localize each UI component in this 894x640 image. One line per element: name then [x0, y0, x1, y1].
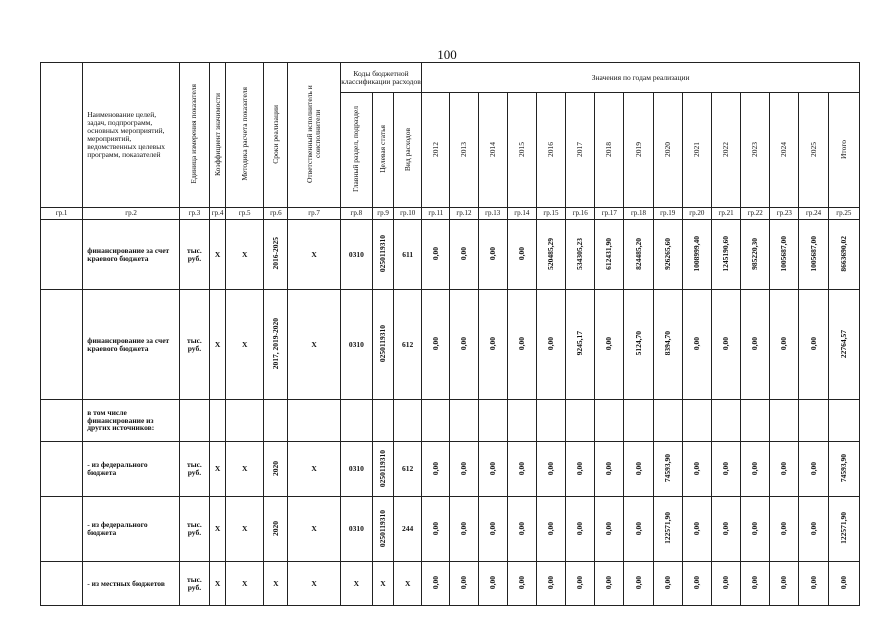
cell-empty [595, 400, 624, 442]
cell-type: 244 [394, 497, 422, 562]
header-method: Методика расчета показателя [226, 63, 264, 208]
cell-coef: Х [210, 220, 226, 290]
header-year-2021: 2021 [682, 93, 711, 208]
cell-value: 0,00 [422, 290, 450, 400]
cell-value: 0,00 [566, 497, 595, 562]
cell-name: - из федерального бюджета [83, 497, 180, 562]
cell-total: 8663690,02 [828, 220, 859, 290]
cell-value: 0,00 [741, 442, 770, 497]
cell-value: 0,00 [595, 497, 624, 562]
cell-value: 122571,90 [653, 497, 682, 562]
cell-terms: 2016-2025 [264, 220, 288, 290]
header-code-section: Главный раздел, подраздел [340, 93, 372, 208]
header-row-top [41, 63, 860, 93]
header-year-2019: 2019 [624, 93, 653, 208]
header-name: Наименование целей, задач, подпрограмм, основных мероприятий, мероприятий, ведомственных целевых программ, показателей [83, 63, 180, 208]
cell-name: в том числе финансирование из других источников: [83, 400, 180, 442]
group-label: гр.23 [770, 208, 799, 220]
header-terms: Сроки реализации [264, 63, 288, 208]
cell-empty [450, 400, 478, 442]
group-label: гр.25 [828, 208, 859, 220]
cell-value: 0,00 [682, 497, 711, 562]
cell-value: 0,00 [624, 442, 653, 497]
cell-type: 612 [394, 290, 422, 400]
table-row [41, 290, 860, 400]
cell-empty [372, 400, 393, 442]
header-year-2020: 2020 [653, 93, 682, 208]
cell-value: 0,00 [741, 497, 770, 562]
cell-responsible: Х [288, 220, 340, 290]
cell-value: 1245190,60 [711, 220, 740, 290]
cell-responsible: Х [288, 442, 340, 497]
cell-coef: Х [210, 562, 226, 606]
cell-value: 0,00 [741, 562, 770, 606]
cell-value: 0,00 [507, 290, 536, 400]
cell-target: Х [372, 562, 393, 606]
group-label: гр.22 [741, 208, 770, 220]
cell-empty [770, 400, 799, 442]
cell-type: 612 [394, 442, 422, 497]
cell-method: Х [226, 497, 264, 562]
cell-empty [507, 400, 536, 442]
cell-value: 0,00 [422, 220, 450, 290]
cell-total: 74593,90 [828, 442, 859, 497]
header-code-type: Вид расходов [394, 93, 422, 208]
cell-empty [741, 400, 770, 442]
group-label: гр.15 [536, 208, 565, 220]
header-year-2012: 2012 [422, 93, 450, 208]
cell-value: 520485,29 [536, 220, 565, 290]
cell-value: 0,00 [536, 442, 565, 497]
cell-unit: тыс. руб. [179, 562, 209, 606]
group-label: гр.12 [450, 208, 478, 220]
cell-value: 0,00 [507, 220, 536, 290]
group-label: гр.16 [566, 208, 595, 220]
group-label: гр.4 [210, 208, 226, 220]
cell-name: - из местных бюджетов [83, 562, 180, 606]
budget-table [40, 62, 860, 606]
header-year-2017: 2017 [566, 93, 595, 208]
cell-name: - из федерального бюджета [83, 442, 180, 497]
cell-total: 122571,90 [828, 497, 859, 562]
group-label: гр.17 [595, 208, 624, 220]
cell-value: 0,00 [799, 442, 828, 497]
cell-value: 0,00 [770, 290, 799, 400]
cell-method: Х [226, 290, 264, 400]
cell-value: 0,00 [624, 497, 653, 562]
header-year-2013: 2013 [450, 93, 478, 208]
group-label: гр.20 [682, 208, 711, 220]
cell-terms: 2020 [264, 442, 288, 497]
cell-value: 5124,70 [624, 290, 653, 400]
cell-value: 0,00 [450, 497, 478, 562]
group-label-row [41, 208, 860, 220]
group-label: гр.10 [394, 208, 422, 220]
header-unit: Единица измерения показателя [179, 63, 209, 208]
cell-value: 612431,90 [595, 220, 624, 290]
cell-responsible: Х [288, 497, 340, 562]
cell-value: 0,00 [595, 290, 624, 400]
table-row [41, 400, 860, 442]
cell-value: 0,00 [478, 442, 507, 497]
cell-total: 22764,57 [828, 290, 859, 400]
group-label: гр.13 [478, 208, 507, 220]
cell-value: 0,00 [450, 290, 478, 400]
header-year-2025: 2025 [799, 93, 828, 208]
header-code-target: Целевая статья [372, 93, 393, 208]
cell-value: 0,00 [770, 497, 799, 562]
group-label: гр.11 [422, 208, 450, 220]
cell-value: 0,00 [478, 220, 507, 290]
header-coef: Коэффициент значимости [210, 63, 226, 208]
group-label: гр.14 [507, 208, 536, 220]
cell-col1 [41, 290, 83, 400]
cell-coef: Х [210, 290, 226, 400]
cell-col1 [41, 442, 83, 497]
header-year-2018: 2018 [595, 93, 624, 208]
cell-type: 611 [394, 220, 422, 290]
cell-col1 [41, 497, 83, 562]
header-values: Значения по годам реализации [422, 63, 860, 93]
header-total: Итого [828, 93, 859, 208]
cell-value: 534305,23 [566, 220, 595, 290]
table-row [41, 442, 860, 497]
cell-empty [179, 400, 209, 442]
cell-value: 0,00 [478, 562, 507, 606]
cell-value: 74593,90 [653, 442, 682, 497]
cell-target: 0250119310 [372, 497, 393, 562]
cell-target: 0250119310 [372, 220, 393, 290]
cell-value: 0,00 [450, 562, 478, 606]
cell-coef: Х [210, 442, 226, 497]
cell-value: 985220,30 [741, 220, 770, 290]
cell-value: 0,00 [770, 442, 799, 497]
cell-value: 0,00 [478, 497, 507, 562]
table-row [41, 220, 860, 290]
cell-empty [624, 400, 653, 442]
cell-value: 0,00 [595, 442, 624, 497]
group-label: гр.5 [226, 208, 264, 220]
cell-value: 0,00 [507, 442, 536, 497]
page-number: 100 [437, 47, 457, 62]
cell-value: 0,00 [799, 497, 828, 562]
cell-value: 1008999,40 [682, 220, 711, 290]
cell-method: Х [226, 442, 264, 497]
cell-type: Х [394, 562, 422, 606]
cell-total: 0,00 [828, 562, 859, 606]
header-year-2024: 2024 [770, 93, 799, 208]
cell-value: 0,00 [507, 562, 536, 606]
cell-section: 0310 [340, 442, 372, 497]
cell-empty [394, 400, 422, 442]
cell-empty [828, 400, 859, 442]
cell-value: 0,00 [799, 290, 828, 400]
cell-section: Х [340, 562, 372, 606]
group-label: гр.2 [83, 208, 180, 220]
group-label: гр.7 [288, 208, 340, 220]
cell-value: 0,00 [682, 290, 711, 400]
cell-value: 0,00 [682, 442, 711, 497]
header-year-2014: 2014 [478, 93, 507, 208]
cell-target: 0250119310 [372, 442, 393, 497]
group-label: гр.18 [624, 208, 653, 220]
cell-terms: 2020 [264, 497, 288, 562]
header-year-2022: 2022 [711, 93, 740, 208]
cell-empty [288, 400, 340, 442]
cell-method: Х [226, 220, 264, 290]
cell-value: 0,00 [799, 562, 828, 606]
cell-col1 [41, 220, 83, 290]
cell-empty [478, 400, 507, 442]
table-row [41, 562, 860, 606]
cell-value: 0,00 [624, 562, 653, 606]
header-responsible: Ответственный исполнитель и соисполнители [288, 63, 340, 208]
group-label: гр.19 [653, 208, 682, 220]
group-label: гр.24 [799, 208, 828, 220]
cell-value: 0,00 [478, 290, 507, 400]
cell-value: 0,00 [566, 442, 595, 497]
cell-name: финансирование за счет краевого бюджета [83, 220, 180, 290]
header-year-2015: 2015 [507, 93, 536, 208]
cell-value: 0,00 [711, 442, 740, 497]
cell-value: 1005687,00 [799, 220, 828, 290]
cell-responsible: Х [288, 290, 340, 400]
cell-unit: тыс. руб. [179, 442, 209, 497]
cell-value: 0,00 [536, 562, 565, 606]
group-label: гр.1 [41, 208, 83, 220]
cell-value: 8394,70 [653, 290, 682, 400]
cell-terms: 2017, 2019-2020 [264, 290, 288, 400]
table-body [41, 63, 860, 606]
cell-value: 0,00 [770, 562, 799, 606]
cell-empty [711, 400, 740, 442]
cell-responsible: Х [288, 562, 340, 606]
cell-terms: Х [264, 562, 288, 606]
header-cell-col1 [41, 63, 83, 208]
cell-value: 926265,60 [653, 220, 682, 290]
cell-value: 0,00 [450, 442, 478, 497]
header-codes: Коды бюджетной классификации расходов [340, 63, 421, 93]
cell-value: 0,00 [711, 290, 740, 400]
cell-value: 0,00 [682, 562, 711, 606]
cell-value: 824485,20 [624, 220, 653, 290]
cell-empty [422, 400, 450, 442]
cell-empty [226, 400, 264, 442]
group-label: гр.21 [711, 208, 740, 220]
cell-value: 0,00 [422, 562, 450, 606]
cell-value: 0,00 [507, 497, 536, 562]
group-label: гр.3 [179, 208, 209, 220]
cell-empty [536, 400, 565, 442]
cell-value: 0,00 [653, 562, 682, 606]
cell-value: 0,00 [450, 220, 478, 290]
cell-section: 0310 [340, 220, 372, 290]
cell-name: финансирование за счет краевого бюджета [83, 290, 180, 400]
cell-unit: тыс. руб. [179, 290, 209, 400]
cell-value: 0,00 [422, 442, 450, 497]
cell-empty [653, 400, 682, 442]
group-label: гр.9 [372, 208, 393, 220]
cell-coef: Х [210, 497, 226, 562]
header-year-2023: 2023 [741, 93, 770, 208]
cell-unit: тыс. руб. [179, 220, 209, 290]
cell-col1 [41, 400, 83, 442]
cell-empty [340, 400, 372, 442]
group-label: гр.6 [264, 208, 288, 220]
group-label: гр.8 [340, 208, 372, 220]
cell-value: 9245,17 [566, 290, 595, 400]
cell-value: 1005687,00 [770, 220, 799, 290]
cell-empty [264, 400, 288, 442]
cell-target: 0250119310 [372, 290, 393, 400]
cell-col1 [41, 562, 83, 606]
cell-method: Х [226, 562, 264, 606]
cell-value: 0,00 [741, 290, 770, 400]
table-row [41, 497, 860, 562]
cell-value: 0,00 [422, 497, 450, 562]
cell-value: 0,00 [536, 497, 565, 562]
cell-section: 0310 [340, 497, 372, 562]
cell-value: 0,00 [536, 290, 565, 400]
cell-empty [210, 400, 226, 442]
cell-empty [566, 400, 595, 442]
cell-value: 0,00 [566, 562, 595, 606]
cell-unit: тыс. руб. [179, 497, 209, 562]
cell-value: 0,00 [711, 497, 740, 562]
header-year-2016: 2016 [536, 93, 565, 208]
cell-empty [799, 400, 828, 442]
cell-value: 0,00 [711, 562, 740, 606]
cell-empty [682, 400, 711, 442]
cell-section: 0310 [340, 290, 372, 400]
cell-value: 0,00 [595, 562, 624, 606]
